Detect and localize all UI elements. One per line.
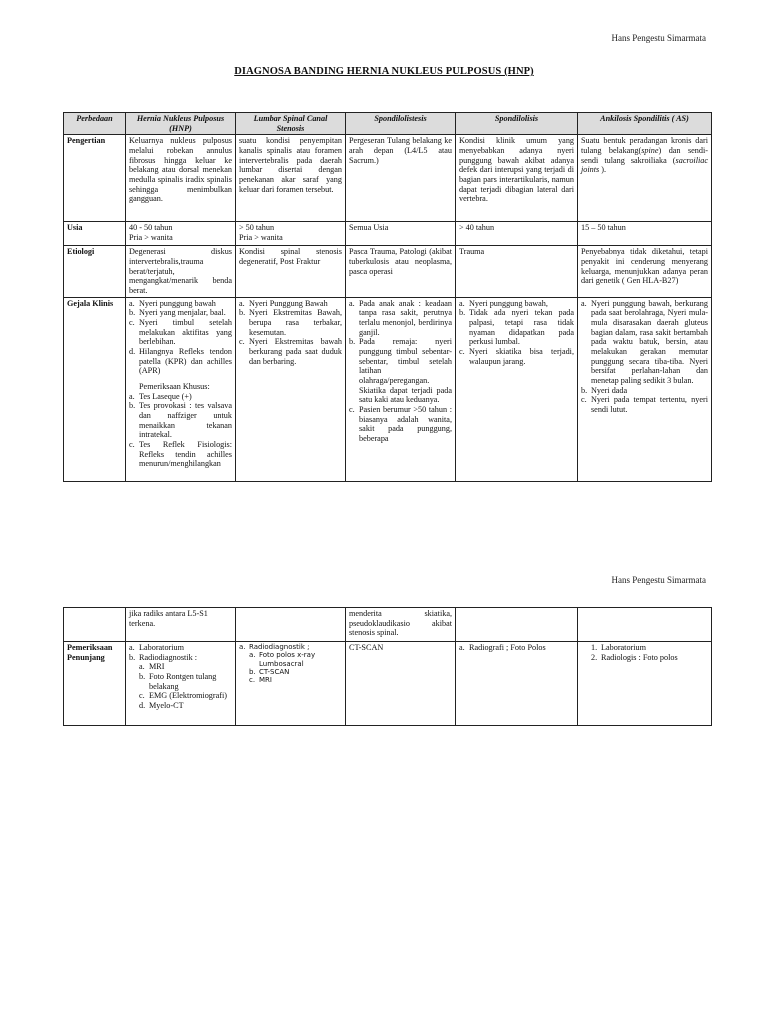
list-text: Nyeri Ekstremitas bawah berkurang pada saat duduk dan berbaring. bbox=[249, 337, 342, 366]
list-text: Tes Reflek Fisiologis: Refleks tendin achilles menurun/menghilangkan bbox=[139, 440, 232, 469]
author-header-top: Hans Pengestu Simarmata bbox=[611, 33, 706, 43]
cell-line: > 50 tahun bbox=[239, 223, 275, 233]
list-marker: a. bbox=[349, 298, 355, 308]
table-cell bbox=[578, 608, 712, 642]
author-header-page2: Hans Pengestu Simarmata bbox=[611, 575, 706, 585]
list-text: MRI bbox=[149, 662, 165, 672]
list-item bbox=[591, 653, 708, 663]
table-row bbox=[64, 297, 712, 481]
list-item bbox=[459, 308, 574, 347]
list-marker: a. bbox=[239, 298, 245, 308]
text-span: ). bbox=[599, 165, 607, 175]
list-marker: b. bbox=[129, 308, 136, 318]
exam-sublist bbox=[129, 662, 232, 710]
list-marker: a. bbox=[459, 298, 465, 308]
list-marker: a. bbox=[139, 662, 145, 672]
table-cell bbox=[456, 297, 578, 481]
list-item bbox=[249, 668, 342, 676]
list-text: Radiodiagnostik ; bbox=[249, 643, 310, 651]
list-item bbox=[239, 643, 342, 651]
list-item bbox=[129, 440, 232, 469]
list-marker: a. bbox=[129, 298, 135, 308]
list-marker: c. bbox=[349, 405, 355, 415]
table-cell bbox=[64, 608, 126, 642]
list-text: Nyeri punggung bawah, bbox=[469, 298, 548, 308]
header-cell: Ankilosis Spondilitis ( AS) bbox=[578, 113, 712, 135]
table-cell: CT-SCAN bbox=[346, 642, 456, 726]
list-text: Pasien berumur >50 tahun : biasanya adalah wanita, sakit pada punggung, beberapa bbox=[359, 405, 452, 444]
list-item bbox=[129, 308, 232, 318]
text-span: spine bbox=[641, 146, 659, 156]
exam-list bbox=[581, 643, 708, 662]
list-text: Radiografi ; Foto Polos bbox=[469, 643, 546, 652]
list-item bbox=[129, 643, 232, 653]
table-row bbox=[64, 642, 712, 726]
table-cell bbox=[578, 135, 712, 222]
table-cell bbox=[456, 608, 578, 642]
list-marker: c. bbox=[249, 676, 256, 684]
table-cell bbox=[236, 222, 346, 246]
list-item bbox=[139, 672, 232, 691]
list-text: Nyeri skiatika bisa terjadi, walaupun jarang. bbox=[469, 347, 574, 366]
list-marker: c. bbox=[459, 347, 465, 357]
table-cell: Pasca Trauma, Patologi (akibat tuberkulosis atau neoplasma, pasca operasi bbox=[346, 246, 456, 297]
text-span: sacroiliac joints bbox=[581, 155, 708, 175]
header-cell: Perbedaan bbox=[64, 113, 126, 135]
comparison-table-page2 bbox=[63, 607, 712, 726]
header-cell: Spondilolisis bbox=[456, 113, 578, 135]
table-cell: Semua Usia bbox=[346, 222, 456, 246]
list-marker: a. bbox=[129, 643, 135, 652]
list-marker: a. bbox=[239, 643, 246, 651]
list-marker: b. bbox=[129, 401, 136, 411]
comparison-table-page1 bbox=[63, 112, 712, 482]
list-marker: a. bbox=[249, 651, 256, 660]
list-item bbox=[139, 662, 232, 672]
table-cell bbox=[126, 297, 236, 481]
list-marker: c. bbox=[239, 337, 245, 347]
list-marker: 1. bbox=[591, 643, 598, 652]
list-text: EMG (Elektromiografi) bbox=[149, 691, 227, 701]
cell-line: Pria > wanita bbox=[129, 233, 173, 243]
list-text: Radiodiagnostik : bbox=[139, 652, 197, 662]
list-item bbox=[239, 308, 342, 337]
list-marker: a. bbox=[129, 391, 135, 401]
table-cell: Degenerasi diskus intervertebralis,trauma berat/terjatuh, mengangkat/menarik benda berat. bbox=[126, 246, 236, 297]
table-cell: 15 – 50 tahun bbox=[578, 222, 712, 246]
list-item bbox=[249, 651, 342, 668]
list-marker: c. bbox=[129, 440, 135, 450]
list-text: Nyeri dada bbox=[591, 385, 628, 395]
table-cell: Trauma bbox=[456, 246, 578, 297]
exam-list bbox=[129, 643, 232, 662]
exam-list bbox=[129, 392, 232, 469]
list-text: Nyeri pada tempat tertentu, nyeri sendi lutut. bbox=[591, 395, 708, 415]
row-label: Gejala Klinis bbox=[64, 297, 126, 481]
header-cell: Spondilolistesis bbox=[346, 113, 456, 135]
table-cell: suatu kondisi penyempitan kanalis spinalis atau foramen intervertebralis pada daerah lumbar disertai dengan penekanan akar saraf yang keluar dari foramen tersebut. bbox=[236, 135, 346, 222]
list-item bbox=[129, 318, 232, 347]
list-text: Nyeri punggung bawah bbox=[139, 298, 216, 308]
row-label: Usia bbox=[64, 222, 126, 246]
cell-line: 40 - 50 tahun bbox=[129, 223, 173, 233]
row-label: Pengertian bbox=[64, 135, 126, 222]
list-item bbox=[349, 337, 452, 405]
list-text: Foto Rontgen tulang belakang bbox=[149, 672, 217, 691]
list-text: Foto polos x-ray Lumbosacral bbox=[259, 651, 316, 668]
list-marker: d. bbox=[139, 701, 146, 711]
table-row bbox=[64, 222, 712, 246]
table-cell bbox=[346, 297, 456, 481]
header-cell: Lumbar Spinal Canal Stenosis bbox=[236, 113, 346, 135]
list-marker: b. bbox=[239, 308, 246, 318]
list-marker: c. bbox=[581, 395, 587, 405]
list-text: CT-SCAN bbox=[259, 667, 290, 676]
table-cell bbox=[236, 297, 346, 481]
list-marker: b. bbox=[139, 672, 146, 682]
table-row bbox=[64, 246, 712, 297]
row-label: Etiologi bbox=[64, 246, 126, 297]
list-marker: c. bbox=[129, 318, 135, 328]
list-item bbox=[239, 337, 342, 366]
table-cell: Keluarnya nukleus pulposus melalui robekan annulus fibrosus hingga keluar ke belakang atau dorsal menekan medulla spinalis iradix spinalis sehingga menimbulkan gangguan. bbox=[126, 135, 236, 222]
table-cell bbox=[236, 608, 346, 642]
list-marker: c. bbox=[139, 691, 145, 701]
list-item bbox=[349, 299, 452, 338]
list-text: MRI bbox=[259, 676, 272, 684]
list-text: Pada remaja: nyeri punggung timbul sebentar-sebentar, timbul setelah latihan olahraga/peregangan. Skiatika dapat terjadi pada satu kaki atau keduanya. bbox=[359, 337, 452, 405]
header-cell: Hernia Nukleus Pulposus (HNP) bbox=[126, 113, 236, 135]
sub-heading: Pemeriksaan Khusus: bbox=[139, 382, 210, 392]
list-text: Nyeri Ekstremitas Bawah, berupa rasa terbakar, kesemutan. bbox=[249, 308, 342, 337]
table-cell bbox=[456, 642, 578, 726]
list-text: Laboratorium bbox=[601, 643, 647, 652]
symptom-list bbox=[239, 299, 342, 367]
table-cell bbox=[236, 642, 346, 726]
list-text: Laboratorium bbox=[139, 643, 185, 652]
table-cell: > 40 tahun bbox=[456, 222, 578, 246]
list-marker: a. bbox=[459, 643, 465, 652]
list-item bbox=[459, 299, 574, 309]
list-text: Tes Laseque (+) bbox=[139, 391, 192, 401]
list-marker: a. bbox=[581, 298, 587, 308]
table-cell: Kondisi klinik umum yang menyebabkan adanya nyeri punggung bawah akibat adanya defek dari interupsi yang terjadi di bagian pars interartikularis, namun dapat terjadi dibagian lateral dari vertebra. bbox=[456, 135, 578, 222]
table-cell bbox=[126, 222, 236, 246]
list-item bbox=[129, 401, 232, 440]
list-item bbox=[581, 299, 708, 386]
text-span: ) dan sendi-sendi tulang sakroiliaka ( bbox=[581, 146, 708, 165]
table-header-row bbox=[64, 113, 712, 135]
symptom-list bbox=[581, 299, 708, 415]
table-cell bbox=[578, 297, 712, 481]
list-marker: 2. bbox=[591, 652, 598, 662]
list-item bbox=[581, 395, 708, 414]
list-marker: b. bbox=[249, 667, 256, 676]
list-text: Nyeri yang menjalar, baal. bbox=[139, 308, 226, 318]
list-marker: b. bbox=[349, 337, 356, 347]
list-text: Tes provokasi : tes valsava dan naffziger untuk menaikkan tekanan intratekal. bbox=[139, 401, 232, 440]
symptom-list bbox=[129, 299, 232, 376]
table-cell bbox=[578, 642, 712, 726]
list-item bbox=[249, 676, 342, 684]
symptom-list bbox=[349, 299, 452, 444]
list-text: Myelo-CT bbox=[149, 701, 184, 711]
list-text: Nyeri Punggung Bawah bbox=[249, 298, 328, 308]
exam-list bbox=[239, 643, 342, 651]
table-cell: Kondisi spinal stenosis degeneratif, Post Fraktur bbox=[236, 246, 346, 297]
symptom-list bbox=[459, 299, 574, 367]
list-item bbox=[581, 386, 708, 396]
text-span: Suatu bentuk peradangan kronis dari tulang belakang( bbox=[581, 136, 708, 156]
list-text: Nyeri punggung bawah, berkurang pada saat berolahraga, Nyeri mula-mula disarasakan daerah gluteus bagian dalam, rasa sakit bertambah pada waktu batuk, bersin, atau melakukan gerakan memutar punggung secara tiba-tiba. Nyeri bersifat perlahan-lahan dan menetap paling sedikit 3 bulan. bbox=[591, 298, 708, 386]
list-item bbox=[139, 691, 232, 701]
list-item bbox=[459, 643, 574, 653]
table-cell bbox=[126, 642, 236, 726]
list-item bbox=[129, 392, 232, 402]
row-label: Pemeriksaan Penunjang bbox=[64, 642, 126, 726]
table-row bbox=[64, 608, 712, 642]
list-item bbox=[129, 299, 232, 309]
table-cell: Penyebabnya tidak diketahui, tetapi penyakit ini cenderung menyerang keluarga, menunjukkan adanya peran dari genetik ( Gen HLA-B27) bbox=[578, 246, 712, 297]
list-text: Pada anak anak : keadaan tanpa rasa sakit, perutnya terlalu menonjol, berdirinya ganjil. bbox=[359, 298, 452, 337]
list-marker: b. bbox=[129, 652, 136, 662]
list-text: Hilangnya Refleks tendon patella (KPR) dan achilles (APR) bbox=[139, 347, 232, 376]
table-row bbox=[64, 135, 712, 222]
list-text: Radiologis : Foto polos bbox=[601, 652, 678, 662]
list-item bbox=[139, 701, 232, 711]
table-cell: jika radiks antara L5-S1 terkena. bbox=[126, 608, 236, 642]
list-item bbox=[129, 653, 232, 663]
list-text: Tidak ada nyeri tekan pada palpasi, tetapi rasa tidak nyaman didapatkan pada perkusi lumbal. bbox=[469, 308, 574, 347]
table-cell: menderita skiatika, pseudoklaudikasio akibat stenosis spinal. bbox=[346, 608, 456, 642]
table-cell: Pergeseran Tulang belakang ke arah depan (L4/L5 atau Sacrum.) bbox=[346, 135, 456, 222]
list-marker: b. bbox=[459, 308, 466, 318]
list-item bbox=[239, 299, 342, 309]
list-text: Nyeri timbul setelah melakukan aktifitas yang berlebihan. bbox=[139, 318, 232, 347]
exam-sublist bbox=[239, 651, 342, 684]
list-item bbox=[129, 347, 232, 376]
cell-line: Pria > wanita bbox=[239, 233, 283, 243]
list-item bbox=[591, 643, 708, 653]
document-title: DIAGNOSA BANDING HERNIA NUKLEUS PULPOSUS (HNP) bbox=[234, 66, 534, 77]
exam-list bbox=[459, 643, 574, 653]
list-item bbox=[459, 347, 574, 366]
list-item bbox=[349, 405, 452, 444]
list-marker: d. bbox=[129, 347, 136, 357]
list-marker: b. bbox=[581, 385, 588, 395]
